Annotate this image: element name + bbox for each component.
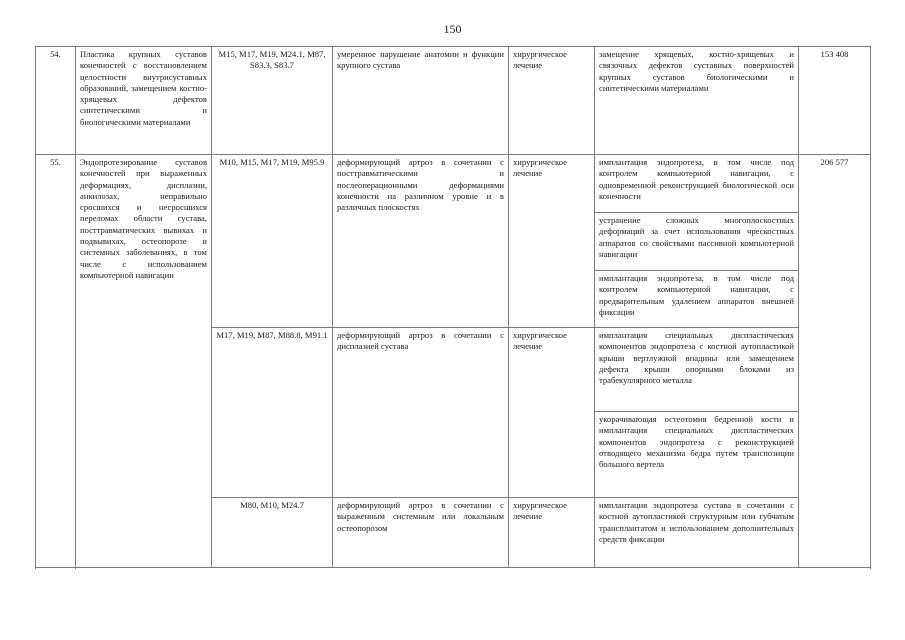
patient-model: деформирующий артроз в сочетании с дисплазией сустава	[333, 328, 509, 498]
row-number: 55.	[36, 155, 76, 568]
treatment-method: замещение хрящевых, костно-хрящевых и связочных дефектов суставных поверхностей крупных суставов биологическими и синтетическими материалами	[595, 47, 799, 155]
treatment-method: укорачивающая остеотомия бедренной кости и имплантация специальных диспластических компонентов эндопротеза с реконструкцией отводящего механизма бедра путем транспозиции большого вертела	[595, 412, 799, 498]
patient-model: деформирующий артроз в сочетании с посттравматическими и послеоперационными деформациями конечности на различном уровне и в различных плоскостях	[333, 155, 509, 328]
treatment-type: хирургическое лечение	[509, 47, 595, 155]
icd-codes: M80, M10, M24.7	[212, 498, 333, 568]
treatment-method: имплантация эндопротеза, в том числе под контролем компьютерной навигации, с предварительным удалением аппаратов внешней фиксации	[595, 271, 799, 328]
medical-care-table	[35, 46, 871, 568]
patient-model: деформирующий артроз в сочетании с выраженным системным или локальным остеопорозом	[333, 498, 509, 568]
treatment-method: имплантация эндопротеза сустава в сочетании с костной аутопластикой структурным или губчатым трансплантатом и использованием дополнительных средств фиксации	[595, 498, 799, 568]
treatment-method: имплантация эндопротеза, в том числе под контролем компьютерной навигации, с одновременной реконструкцией биологической оси конечности	[595, 155, 799, 213]
treatment-method: имплантация специальных диспластических компонентов эндопротеза с костной аутопластикой крыши вертлужной впадины или замещением дефекта крыши опорными блоками из трабекуллярного металла	[595, 328, 799, 412]
patient-model: умеренное нарушение анатомии и функции крупного сустава	[333, 47, 509, 155]
standard-cost: 153 408	[799, 47, 871, 155]
icd-codes: M10, M15, M17, M19, M95.9	[212, 155, 333, 328]
table-row	[36, 47, 871, 155]
care-type-name: Пластика крупных суставов конечностей с восстановлением целостности внутрисуставных образований, замещением костно-хрящевых дефектов синтетическими и биологическими материалами	[76, 47, 212, 155]
treatment-method: устранение сложных многоплоскостных деформаций за счет использования чрескостных аппаратов со свойствами пассивной компьютерной навигации	[595, 213, 799, 271]
page-number: 150	[443, 22, 462, 36]
care-type-name: Эндопротезирование суставов конечностей при выраженных деформациях, дисплазии, анкилозах, неправильно сросшихся и несросшихся переломах области сустава, посттравматических вывихах и подвывихах, остеопорозе и системных заболеваниях, в том числе с использованием компьютерной навигации	[76, 155, 212, 568]
row-number: 54.	[36, 47, 76, 155]
treatment-type: хирургическое лечение	[509, 498, 595, 568]
standard-cost: 206 577	[799, 155, 871, 568]
table-row	[36, 155, 871, 213]
icd-codes: M15, M17, M19, M24.1, M87, S83.3, S83.7	[212, 47, 333, 155]
treatment-type: хирургическое лечение	[509, 155, 595, 328]
treatment-type: хирургическое лечение	[509, 328, 595, 498]
icd-codes: M17, M19, M87, M88.8, M91.1	[212, 328, 333, 498]
